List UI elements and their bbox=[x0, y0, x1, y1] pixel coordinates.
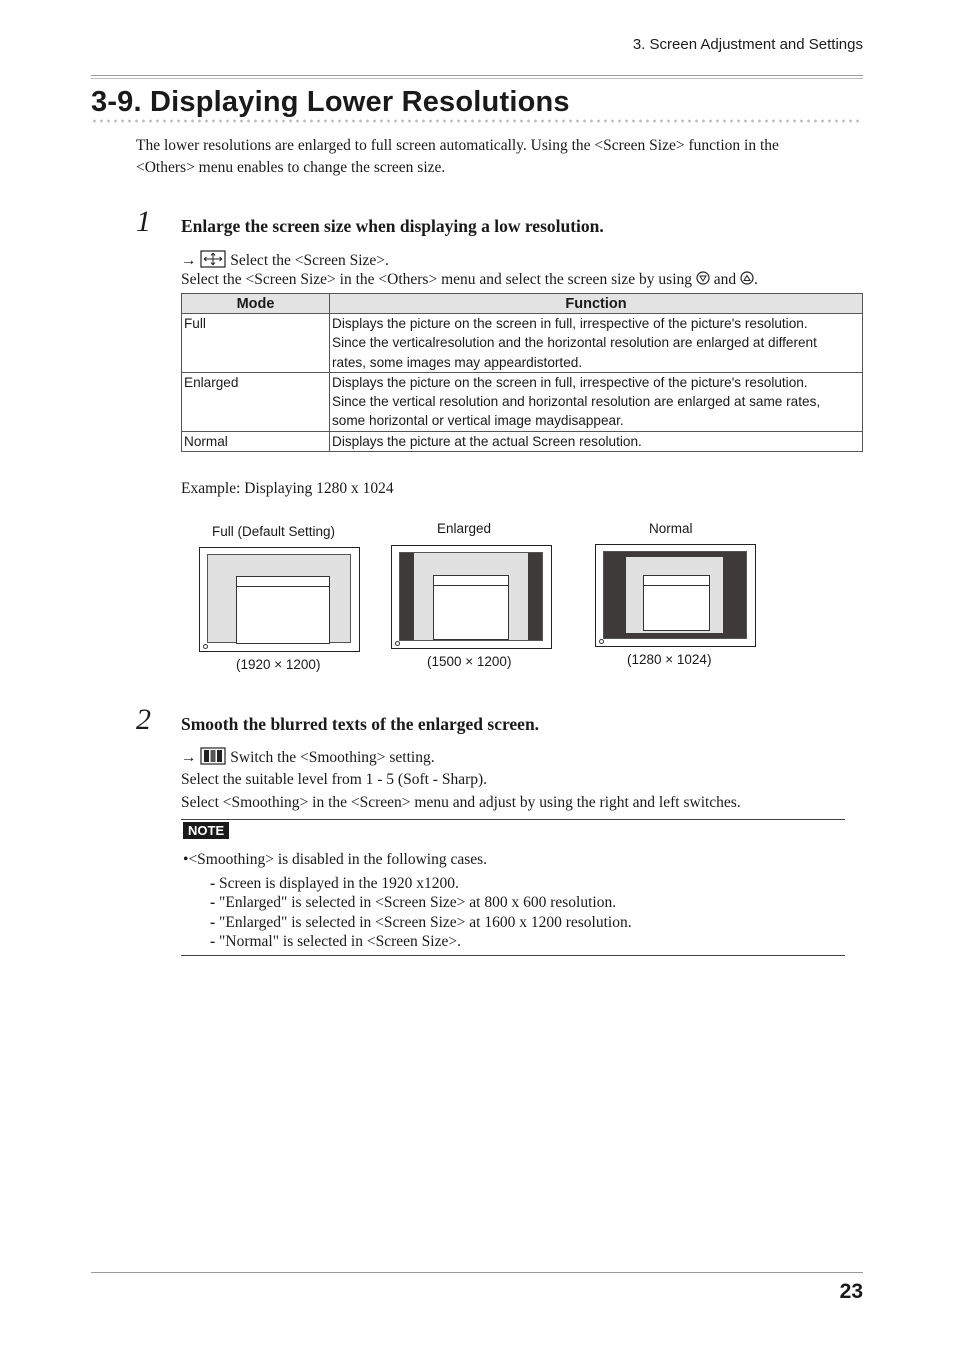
monitor-normal-diagram bbox=[595, 544, 756, 647]
mode-cell: Enlarged bbox=[182, 372, 330, 431]
step-heading: Smooth the blurred texts of the enlarged screen. bbox=[181, 714, 540, 734]
table-row bbox=[182, 314, 863, 373]
power-led-icon bbox=[203, 644, 208, 649]
power-led-icon bbox=[599, 639, 604, 644]
title-dotted-rule bbox=[91, 119, 863, 123]
step1-instruction bbox=[181, 250, 389, 273]
monitor-label-full: Full (Default Setting) bbox=[212, 524, 336, 539]
step-heading: Enlarge the screen size when displaying a low resolution. bbox=[181, 216, 604, 236]
note-item: - Screen is displayed in the 1920 x1200. bbox=[210, 875, 459, 892]
intro-line: The lower resolutions are enlarged to full screen automatically. Using the <Screen Size> function in the bbox=[136, 137, 779, 154]
up-button-icon bbox=[740, 271, 754, 290]
note-rule bbox=[181, 955, 845, 956]
monitor-enlarged-diagram bbox=[391, 545, 552, 649]
arrow: → bbox=[181, 749, 197, 767]
step2-line2: Select the suitable level from 1 - 5 (Soft - Sharp). bbox=[181, 771, 488, 788]
function-cell: Displays the picture on the screen in full, irrespective of the picture's resolution. Since the verticalresolution and the horizontal resolution are enlarged at different rates, some images may appeardistorted. bbox=[330, 314, 863, 373]
window-shape bbox=[433, 575, 509, 640]
window-shape bbox=[236, 576, 330, 644]
step1-line1: Select the <Screen Size>. bbox=[230, 252, 389, 270]
example-caption: Example: Displaying 1280 x 1024 bbox=[181, 480, 394, 497]
monitor-label-normal: Normal bbox=[649, 521, 693, 536]
table-row bbox=[182, 372, 863, 431]
page-number: 23 bbox=[839, 1280, 863, 1303]
step-number: 2 bbox=[136, 703, 151, 736]
note-badge: NOTE bbox=[183, 822, 229, 839]
mode-cell: Normal bbox=[182, 431, 330, 451]
note-intro: •<Smoothing> is disabled in the following cases. bbox=[183, 851, 488, 868]
note-item: - "Normal" is selected in <Screen Size>. bbox=[210, 933, 461, 950]
arrow: → bbox=[181, 252, 197, 270]
header-rule bbox=[91, 75, 863, 76]
footer-rule bbox=[91, 1272, 863, 1273]
header-function: Function bbox=[330, 294, 863, 314]
function-cell: Displays the picture on the screen in full, irrespective of the picture's resolution. Since the vertical resolution and horizontal resolution are enlarged at same rates, some horizontal or vertical image maydisappear. bbox=[330, 372, 863, 431]
step2-line3: Select <Smoothing> in the <Screen> menu and adjust by using the right and left switches. bbox=[181, 794, 741, 811]
note-rule bbox=[181, 819, 845, 820]
down-button-icon bbox=[696, 271, 710, 290]
step2-line1: Switch the <Smoothing> setting. bbox=[230, 749, 435, 767]
note-item: - "Enlarged" is selected in <Screen Size> at 800 x 600 resolution. bbox=[210, 894, 617, 911]
smoothing-icon bbox=[200, 747, 226, 770]
step2-instruction bbox=[181, 747, 435, 770]
monitor-label-enlarged: Enlarged bbox=[437, 521, 492, 536]
note-item: - "Enlarged" is selected in <Screen Size> at 1600 x 1200 resolution. bbox=[210, 914, 632, 931]
function-cell: Displays the picture at the actual Screen resolution. bbox=[330, 431, 863, 451]
table-row bbox=[182, 431, 863, 451]
mode-table bbox=[181, 293, 863, 452]
screen-size-icon bbox=[200, 250, 226, 273]
header-rule bbox=[91, 78, 863, 79]
monitor-resolution-normal: (1280 × 1024) bbox=[627, 652, 712, 667]
header-mode: Mode bbox=[182, 294, 330, 314]
window-shape bbox=[643, 575, 710, 631]
power-led-icon bbox=[395, 641, 400, 646]
monitor-full-diagram bbox=[199, 547, 360, 652]
table-header-row bbox=[182, 294, 863, 314]
page-title: 3-9. Displaying Lower Resolutions bbox=[91, 86, 570, 118]
step-number: 1 bbox=[136, 205, 151, 238]
mode-cell: Full bbox=[182, 314, 330, 373]
monitor-resolution-full: (1920 × 1200) bbox=[236, 657, 321, 672]
intro-line: <Others> menu enables to change the screen size. bbox=[136, 159, 446, 176]
monitor-resolution-enlarged: (1500 × 1200) bbox=[427, 654, 512, 669]
step1-instruction-2: Select the <Screen Size> in the <Others> menu and select the screen size by using and . bbox=[181, 271, 758, 289]
bullet: • bbox=[183, 851, 189, 868]
running-header: 3. Screen Adjustment and Settings bbox=[632, 36, 863, 53]
